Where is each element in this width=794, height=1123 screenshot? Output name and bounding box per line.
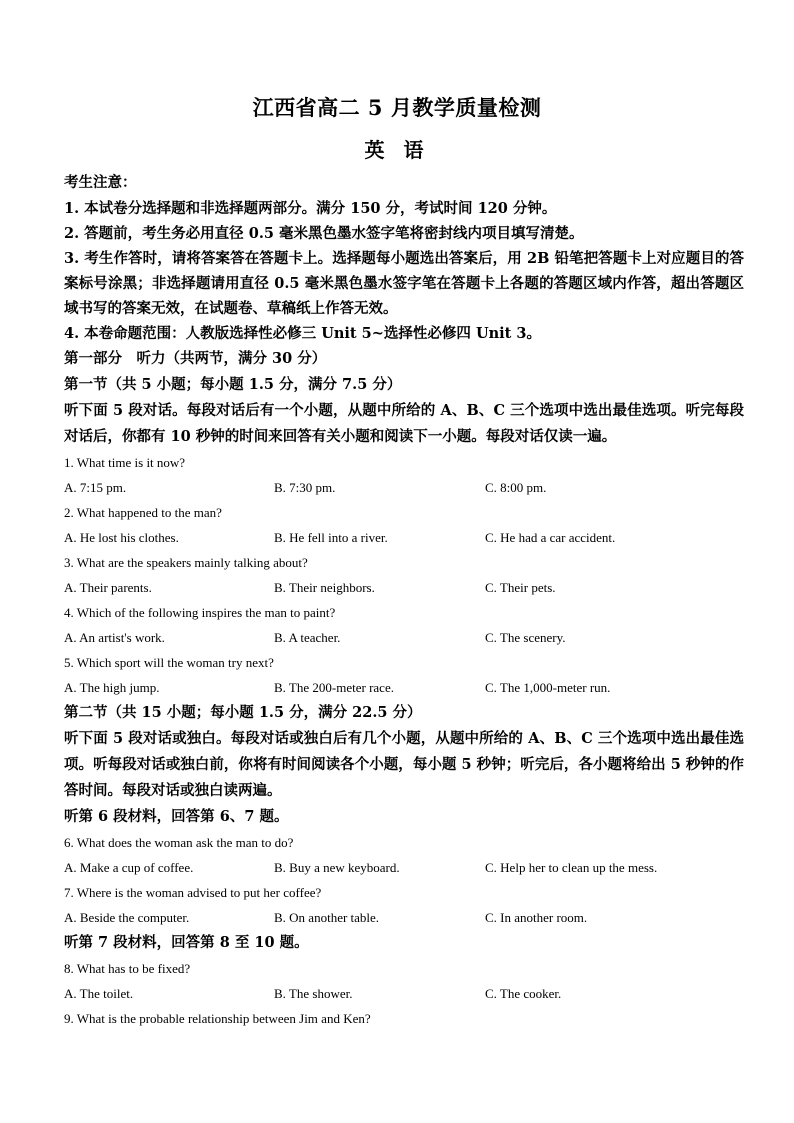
group6-heading: 听第 6 段材料，回答第 6、7 题。 [64, 808, 289, 825]
question-3 [64, 550, 744, 600]
option-c: C. In another room. [485, 910, 588, 925]
question-stem: 4. Which of the following inspires the man to paint? [64, 605, 336, 620]
option-a: A. Make a cup of coffee. [64, 860, 194, 875]
option-c: C. He had a car accident. [485, 530, 616, 545]
option-a: A. 7:15 pm. [64, 480, 127, 495]
option-a: A. The toilet. [64, 986, 134, 1001]
question-4 [64, 600, 744, 650]
option-a: A. An artist's work. [64, 630, 165, 645]
option-b: B. 7:30 pm. [274, 480, 336, 495]
option-b: B. Their neighbors. [274, 580, 375, 595]
part1-heading: 第一部分 听力（共两节，满分 30 分） [64, 350, 327, 367]
question-options [64, 675, 744, 700]
question-options [64, 475, 744, 500]
option-b: B. He fell into a river. [274, 530, 388, 545]
option-a: A. Beside the computer. [64, 910, 190, 925]
question-options [64, 575, 744, 600]
exam-title: 江西省高二 5 月教学质量检测 [252, 95, 542, 120]
option-c: C. The cooker. [485, 986, 562, 1001]
question-stem: 6. What does the woman ask the man to do? [64, 835, 294, 850]
option-b: B. On another table. [274, 910, 380, 925]
question-7 [64, 880, 744, 930]
question-stem: 8. What has to be fixed? [64, 961, 191, 976]
option-c: C. The scenery. [485, 630, 566, 645]
question-9 [64, 1006, 744, 1031]
question-5 [64, 650, 744, 700]
option-b: B. Buy a new keyboard. [274, 860, 400, 875]
question-stem: 3. What are the speakers mainly talking about? [64, 555, 308, 570]
question-options [64, 625, 744, 650]
question-8 [64, 956, 744, 1006]
note-item-2: 2. 答题前，考生务必用直径 0.5 毫米黑色墨水签字笔将密封线内项目填写清楚。 [64, 225, 584, 242]
question-2 [64, 500, 744, 550]
option-b: B. The shower. [274, 986, 353, 1001]
note-item-3: 3. 考生作答时，请将答案答在答题卡上。选择题每小题选出答案后，用 2B 铅笔把答题卡上对应题目的答案标号涂黑；非选择题请用直径 0.5 毫米黑色墨水签字笔在答题卡上各题的答题区域内作答，超出答题区域书写的答案无效，在试题卷、草稿纸上作答无效。 [64, 250, 744, 317]
question-options [64, 855, 744, 880]
option-c: C. Help her to clean up the mess. [485, 860, 658, 875]
note-item-1: 1. 本试卷分选择题和非选择题两部分。满分 150 分，考试时间 120 分钟。 [64, 200, 557, 217]
group7-heading: 听第 7 段材料，回答第 8 至 10 题。 [64, 934, 309, 951]
question-6 [64, 830, 744, 880]
option-a: A. Their parents. [64, 580, 152, 595]
option-c: C. The 1,000-meter run. [485, 680, 611, 695]
option-b: B. A teacher. [274, 630, 341, 645]
option-a: A. The high jump. [64, 680, 160, 695]
question-stem: 1. What time is it now? [64, 455, 186, 470]
option-b: B. The 200-meter race. [274, 680, 394, 695]
exam-subject: 英 语 [364, 138, 430, 162]
section2-instructions: 听下面 5 段对话或独白。每段对话或独白后有几个小题，从题中所给的 A、B、C 三个选项中选出最佳选项。听每段对话或独白前，你将有时间阅读各个小题，每小题 5 秒钟；听完后，各小题将给出 5 秒钟的作答时间。每段对话或独白读两遍。 [64, 730, 744, 799]
exam-content [64, 170, 744, 1031]
section2-heading: 第二节（共 15 小题；每小题 1.5 分，满分 22.5 分） [64, 704, 422, 721]
notes-heading: 考生注意： [64, 174, 137, 191]
section1-instructions: 听下面 5 段对话。每段对话后有一个小题，从题中所给的 A、B、C 三个选项中选出最佳选项。听完每段对话后，你都有 10 秒钟的时间来回答有关小题和阅读下一小题。每段对话仅读一遍。 [64, 402, 744, 445]
option-c: C. Their pets. [485, 580, 556, 595]
question-stem: 2. What happened to the man? [64, 505, 222, 520]
option-c: C. 8:00 pm. [485, 480, 547, 495]
note-item-4: 4. 本卷命题范围：人教版选择性必修三 Unit 5~选择性必修四 Unit 3。 [64, 325, 541, 342]
question-stem: 7. Where is the woman advised to put her coffee? [64, 885, 322, 900]
question-options [64, 981, 744, 1006]
option-a: A. He lost his clothes. [64, 530, 179, 545]
question-1 [64, 450, 744, 500]
question-options [64, 905, 744, 930]
question-options [64, 525, 744, 550]
question-stem: 9. What is the probable relationship between Jim and Ken? [64, 1011, 371, 1026]
section1-heading: 第一节（共 5 小题；每小题 1.5 分，满分 7.5 分） [64, 376, 402, 393]
question-stem: 5. Which sport will the woman try next? [64, 655, 274, 670]
